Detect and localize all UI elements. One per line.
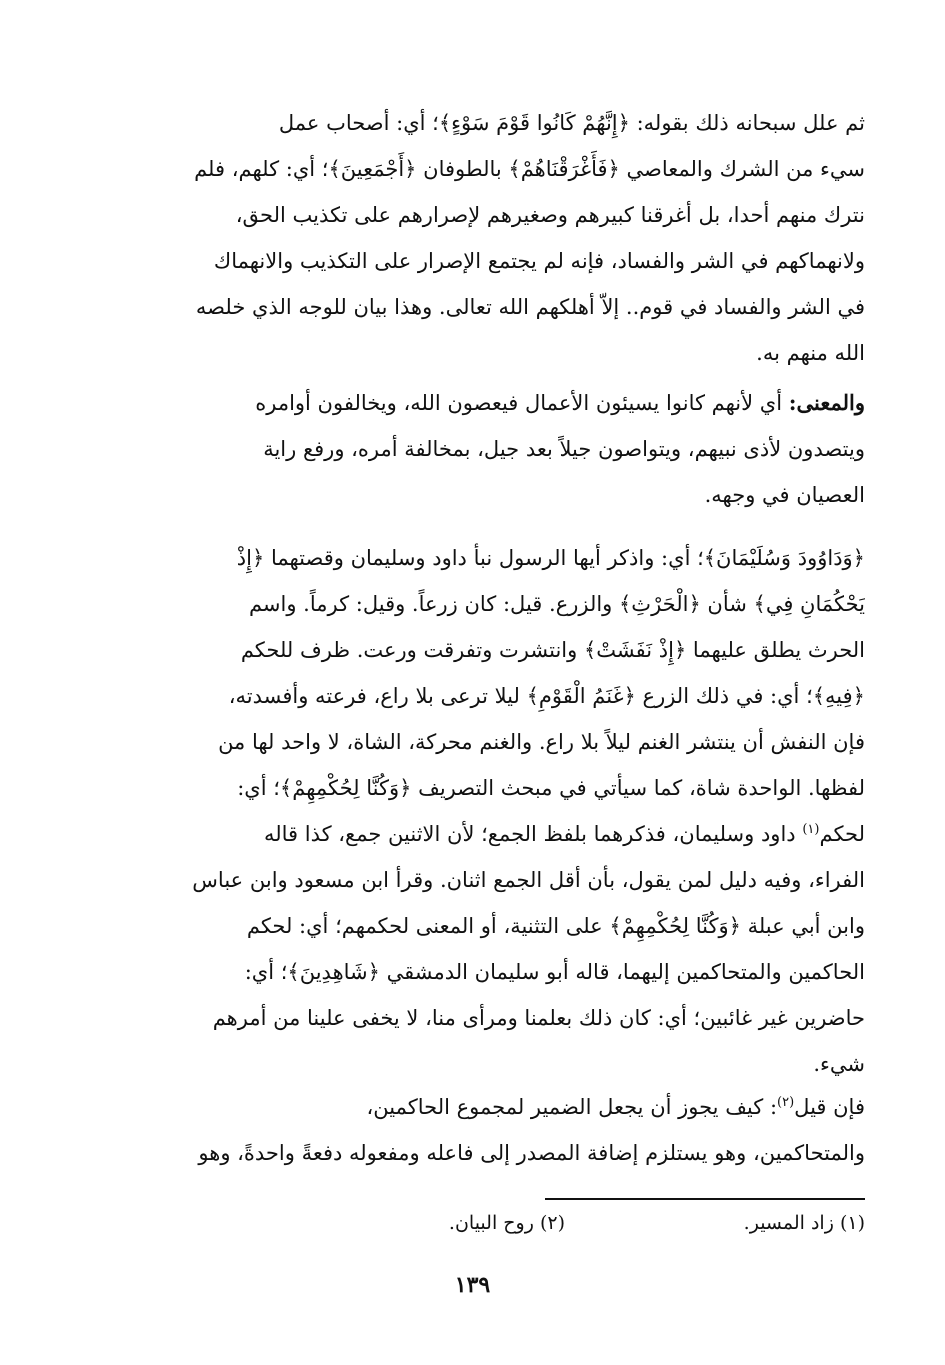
text-line: حاضرين غير غائبين؛ أي: كان ذلك بعلمنا ومرأى منا، لا يخفى علينا من أمرهم (212, 1006, 865, 1030)
text-line: الله منهم به. (756, 341, 865, 365)
footnote-reference-1: (١) (802, 822, 820, 837)
text-fragment: داود وسليمان، فذكرهما بلفظ الجمع؛ لأن الاثنين جمع، كذا قاله (263, 822, 803, 846)
text-line: وابن أبي عبلة ﴿وَكُنَّا لِحُكْمِهِمْ﴾ على التثنية، أو المعنى لحكمهم؛ أي: لحكم (246, 914, 865, 938)
text-fragment: فإن قيل (794, 1095, 865, 1119)
text-line (90, 811, 865, 857)
text-line: الفراء، وفيه دليل لمن يقول، بأن أقل الجمع اثنان. وقرأ ابن مسعود وابن عباس (192, 868, 865, 892)
text-line: لفظها. الواحدة شاة، كما سيأتي في مبحث التصريف ﴿وَكُنَّا لِحُكْمِهِمْ﴾؛ أي: (237, 776, 865, 800)
text-line: ثم علل سبحانه ذلك بقوله: ﴿إِنَّهُمْ كَانُوا قَوْمَ سَوْءٍ﴾؛ أي: أصحاب عمل (278, 111, 865, 135)
text-line (90, 380, 865, 426)
text-fragment: لحكم (819, 822, 865, 846)
text-fragment: : كيف يجوز أن يجعل الضمير لمجموع الحاكمين، (366, 1095, 778, 1119)
footnote-text: روح البيان. (448, 1212, 534, 1234)
paragraph-4 (90, 1084, 865, 1176)
footnote-text: زاد المسير. (743, 1212, 834, 1234)
text-line: ولانهماكهم في الشر والفساد، فإنه لم يجتمع الإصرار على التكذيب والانهماك (213, 249, 865, 273)
footnote-mark: (٢) (539, 1212, 565, 1234)
footnote-separator (545, 1198, 865, 1200)
text-line: ويتصدون لأذى نبيهم، ويتواصون جيلاً بعد جيل، بمخالفة أمره، ورفع راية (263, 437, 865, 461)
footnote-mark: (١) (839, 1212, 865, 1234)
text-line: العصيان في وجهه. (704, 483, 865, 507)
footnote-reference-2: (٢) (777, 1095, 795, 1110)
text-line: الحاكمين والمتحاكمين إليهما، قاله أبو سليمان الدمشقي ﴿شَاهِدِينَ﴾؛ أي: (244, 960, 865, 984)
text-line: يَحْكُمَانِ فِي﴾ شأن ﴿الْحَرْثِ﴾ والزرع. قيل: كان زرعاً. وقيل: كرماً. واسم (248, 592, 865, 616)
text-line: والمتحاكمين، وهو يستلزم إضافة المصدر إلى فاعله ومفعوله دفعةً واحدةً، وهو (198, 1141, 865, 1165)
footnote-1 (744, 1212, 865, 1234)
paragraph-2 (90, 380, 865, 518)
text-line (90, 1084, 865, 1130)
text-line-rest: أي لأنهم كانوا يسيئون الأعمال فيعصون الله، ويخالفون أوامره (255, 391, 789, 415)
text-line: ﴿وَدَاوُودَ وَسُلَيْمَانَ﴾؛ أي: واذكر أيها الرسول نبأ داود وسليمان وقصتهما ﴿إِذْ (236, 546, 865, 570)
text-line: شيء. (813, 1052, 865, 1076)
footnotes (90, 1212, 865, 1248)
text-line: فإن النفش أن ينتشر الغنم ليلاً بلا راع. والغنم محركة، الشاة، لا واحد لها من (218, 730, 865, 754)
footnote-2 (449, 1212, 565, 1234)
text-line: ﴿فِيهِ﴾؛ أي: في ذلك الزرع ﴿غَنَمُ الْقَوْمِ﴾ ليلا ترعى بلا راع، فرعته وأفسدته، (228, 684, 865, 708)
text-line: في الشر والفساد في قوم.. إلاّ أهلكهم الله تعالى. وهذا بيان للوجه الذي خلصه (195, 295, 865, 319)
paragraph-1 (90, 100, 865, 376)
page-number: ١٣٩ (454, 1272, 491, 1298)
paragraph-lead-word: والمعنى: (788, 390, 865, 415)
text-line: نترك منهم أحدا، بل أغرقنا كبيرهم وصغيرهم لإصرارهم على تكذيب الحق، (235, 203, 865, 227)
text-line: الحرث يطلق عليهما ﴿إِذْ نَفَشَتْ﴾ وانتشرت وتفرقت ورعت. ظرف للحكم (240, 638, 865, 662)
text-line: سيء من الشرك والمعاصي ﴿فَأَغْرَقْنَاهُمْ﴾ بالطوفان ﴿أَجْمَعِينَ﴾؛ أي: كلهم، فلم (194, 157, 865, 181)
paragraph-3 (90, 535, 865, 1087)
